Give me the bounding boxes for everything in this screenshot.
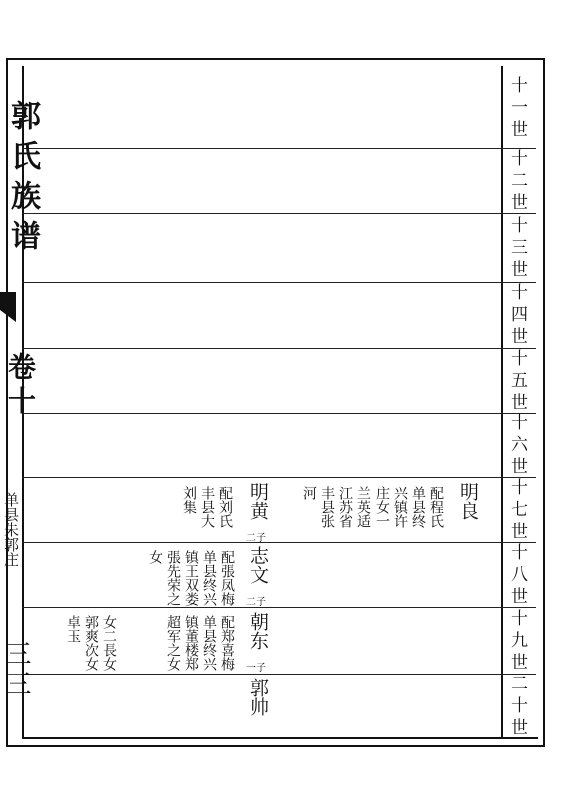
child-rank: 一子 bbox=[246, 663, 266, 674]
row-divider bbox=[22, 542, 536, 543]
row-divider bbox=[22, 213, 536, 214]
generation-label: 二 十 世 bbox=[511, 673, 528, 738]
generation-label: 十 四 世 bbox=[511, 283, 528, 347]
generation-label: 十 二 世 bbox=[511, 148, 528, 213]
daughter-note: 兰英适江苏省丰县张河 bbox=[301, 486, 371, 528]
row-divider bbox=[22, 674, 536, 675]
row-divider bbox=[22, 607, 536, 608]
generation-label: 十 九 世 bbox=[511, 608, 528, 673]
person-name: 志文 bbox=[247, 546, 269, 584]
wife-note: 配程氏单县终兴镇许庄女一 bbox=[374, 486, 444, 528]
generation-label: 十 六 世 bbox=[511, 413, 528, 477]
wife-note: 配張凤梅单县终兴镇王双娄張先荣之女 bbox=[147, 550, 235, 606]
generation-label: 十 一 世 bbox=[511, 76, 528, 140]
volume-label: 卷十 bbox=[4, 352, 37, 420]
row-divider bbox=[22, 348, 536, 349]
row-divider bbox=[22, 148, 536, 149]
table-bottom-line bbox=[22, 737, 538, 739]
wife-note: 配刘氏丰县大刘集 bbox=[181, 486, 233, 528]
daughters-note: 女二長女郭爽次女卓玉 bbox=[65, 615, 117, 671]
generation-label: 十 七 世 bbox=[511, 477, 528, 542]
person-name: 朝东 bbox=[247, 612, 269, 650]
generation-label: 十 八 世 bbox=[511, 542, 528, 607]
child-rank: 二子 bbox=[246, 533, 266, 544]
person-name: 郭帅 bbox=[247, 678, 269, 716]
person-name: 明黄 bbox=[247, 482, 269, 520]
child-rank: 二子 bbox=[246, 597, 266, 608]
row-divider bbox=[22, 413, 536, 414]
page-number: 三三 bbox=[1, 640, 31, 700]
book-title: 郭氏族谱 bbox=[5, 100, 40, 260]
person-name: 明良 bbox=[457, 482, 479, 520]
wife-note: 配郑喜梅单县终兴镇董楼郑超军之女 bbox=[165, 615, 235, 671]
row-divider bbox=[22, 282, 536, 283]
generation-label: 十 五 世 bbox=[511, 348, 528, 413]
row-divider bbox=[22, 477, 536, 478]
place-label: 单县朱郭庄 bbox=[2, 492, 20, 567]
generation-label: 十 三 世 bbox=[511, 215, 528, 280]
